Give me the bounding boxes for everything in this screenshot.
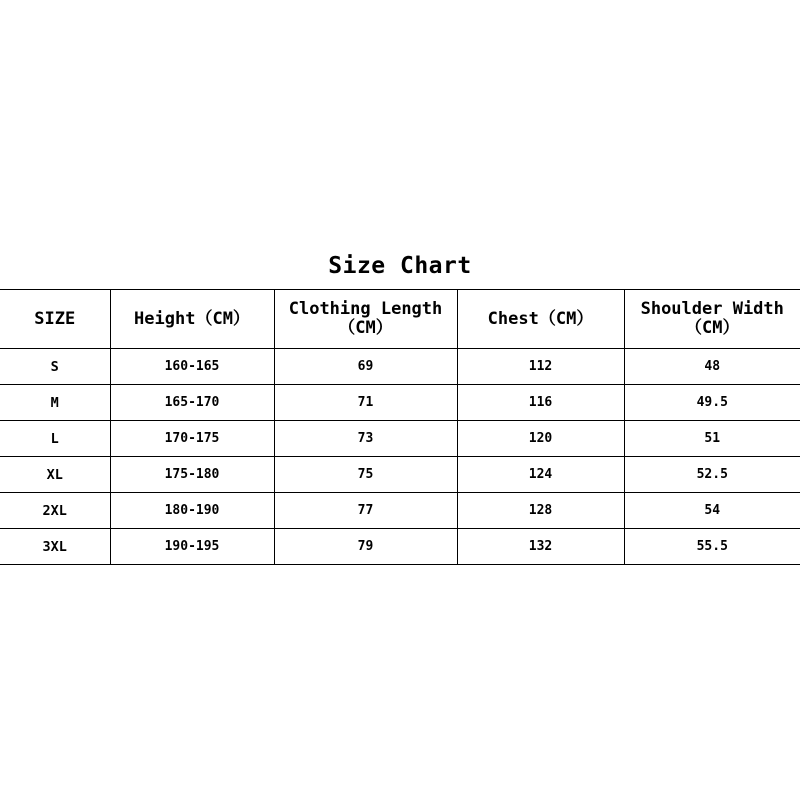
cell-chest: 132 [457,529,624,565]
cell-height: 160-165 [110,349,274,385]
cell-size: 3XL [0,529,110,565]
table-row [0,493,800,529]
table-row [0,457,800,493]
column-header-shoulder-width: Shoulder Width（CM） [624,290,800,349]
cell-shoulder-width: 52.5 [624,457,800,493]
table-row [0,385,800,421]
table-header [0,290,800,349]
cell-height: 170-175 [110,421,274,457]
size-chart-table [0,289,800,565]
cell-shoulder-width: 48 [624,349,800,385]
cell-chest: 124 [457,457,624,493]
cell-clothing-length: 69 [274,349,457,385]
cell-size: M [0,385,110,421]
table-row [0,349,800,385]
cell-size: XL [0,457,110,493]
cell-height: 180-190 [110,493,274,529]
table-body [0,349,800,565]
table-row [0,421,800,457]
cell-clothing-length: 79 [274,529,457,565]
column-header-clothing-length: Clothing Length（CM） [274,290,457,349]
cell-height: 190-195 [110,529,274,565]
cell-shoulder-width: 54 [624,493,800,529]
page-title: Size Chart [328,253,472,279]
cell-clothing-length: 71 [274,385,457,421]
cell-shoulder-width: 51 [624,421,800,457]
cell-chest: 120 [457,421,624,457]
cell-clothing-length: 75 [274,457,457,493]
cell-chest: 112 [457,349,624,385]
size-chart-block [0,248,800,565]
cell-height: 175-180 [110,457,274,493]
cell-size: S [0,349,110,385]
column-header-height: Height（CM） [110,290,274,349]
table-header-row [0,290,800,349]
cell-chest: 128 [457,493,624,529]
cell-size: L [0,421,110,457]
cell-shoulder-width: 55.5 [624,529,800,565]
column-header-size: SIZE [0,290,110,349]
table-row [0,529,800,565]
cell-clothing-length: 73 [274,421,457,457]
cell-height: 165-170 [110,385,274,421]
cell-shoulder-width: 49.5 [624,385,800,421]
cell-size: 2XL [0,493,110,529]
cell-clothing-length: 77 [274,493,457,529]
cell-chest: 116 [457,385,624,421]
column-header-chest: Chest（CM） [457,290,624,349]
